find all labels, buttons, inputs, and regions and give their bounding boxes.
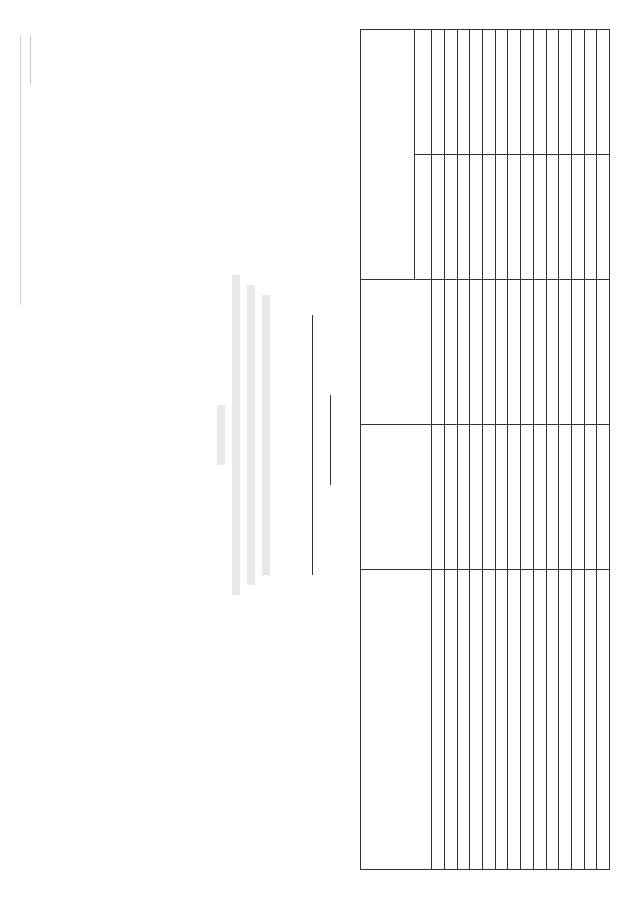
report-subtitle-line-3 [262, 295, 270, 575]
table-cell [432, 155, 445, 280]
table-row [457, 30, 470, 870]
report-subtitle-line-2 [247, 285, 255, 585]
table-row [597, 30, 610, 870]
table-header-cell [361, 280, 432, 425]
table-header-row [361, 30, 415, 870]
table-row [483, 30, 496, 870]
table-cell [432, 425, 445, 570]
table-header-cell [415, 155, 432, 280]
table-row [584, 30, 597, 870]
table-header-cell [361, 425, 432, 570]
report-heading [217, 405, 225, 465]
table-cell [432, 570, 445, 870]
report-title-block [210, 265, 280, 605]
municipality-name-line [300, 315, 313, 575]
report-table [360, 29, 610, 870]
table-column-number-row [432, 30, 445, 870]
table-row [445, 30, 458, 870]
report-period-line [320, 395, 331, 485]
appendix-block [20, 35, 141, 305]
table-header-cell [415, 30, 432, 155]
table-row [546, 30, 559, 870]
table-row [470, 30, 483, 870]
table-cell [432, 280, 445, 425]
table-row [571, 30, 584, 870]
table-header-cell [361, 570, 432, 870]
table-cell [432, 30, 445, 155]
report-subtitle [232, 275, 240, 595]
table-row [521, 30, 534, 870]
table-row [533, 30, 546, 870]
table-row [495, 30, 508, 870]
table-row [508, 30, 521, 870]
table-row [559, 30, 572, 870]
table-header-cell [361, 30, 415, 280]
